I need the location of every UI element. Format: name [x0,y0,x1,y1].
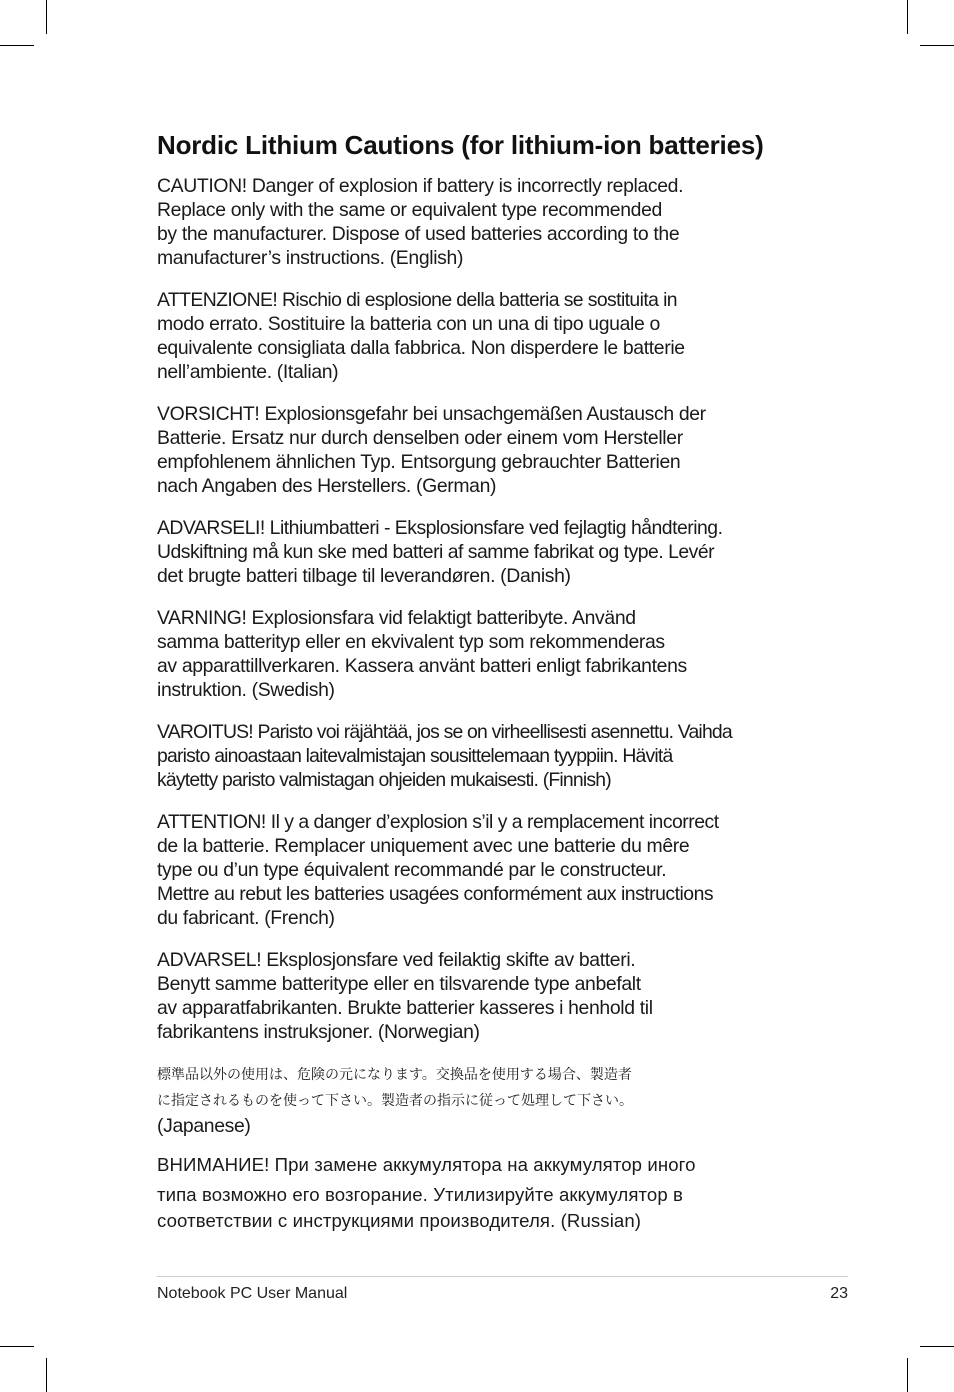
text-line: ADVARSEL! Eksplosjonsfare ved feilaktig skifte av batteri. [157,949,636,971]
caution-english [157,174,817,270]
text-line: Benytt samme batteritype eller en tilsvarende type anbefalt [157,973,641,995]
text-line: empfohlenem ähnlichen Typ. Entsorgung gebrauchter Batterien [157,451,681,473]
text-line: CAUTION! Danger of explosion if battery is incorrectly replaced. [157,175,684,197]
crop-mark [46,1358,47,1392]
text-line: соответствии с инструкциями производителя. (Russian) [157,1210,642,1231]
crop-mark [920,45,954,46]
text-line: nach Angaben des Herstellers. (German) [157,475,497,497]
page-content [157,128,817,1250]
text-line: ATTENZIONE! Rischio di esplosione della batteria se sostituita in [157,289,677,311]
language-label: (Japanese) [157,1115,251,1137]
caution-italian [157,288,817,384]
text-line: Replace only with the same or equivalent type recommended [157,199,662,221]
crop-mark [0,1346,34,1347]
text-line: käytetty paristo valmistagan ohjeiden mukaisesti. (Finnish) [157,769,611,791]
text-line: Udskiftning må kun ske med batteri af samme fabrikat og type. Levér [157,541,715,563]
page-number: 23 [830,1285,848,1302]
text-line: equivalente consigliata dalla fabbrica. Non disperdere le batterie [157,337,685,359]
crop-mark [907,1358,908,1392]
text-line: instruktion. (Swedish) [157,679,335,701]
crop-mark [0,45,34,46]
text-line: fabrikantens instruksjoner. (Norwegian) [157,1021,480,1043]
caution-finnish [157,720,817,792]
text-line: VORSICHT! Explosionsgefahr bei unsachgemäßen Austausch der [157,403,706,425]
caution-french [157,810,817,930]
crop-mark [920,1346,954,1347]
caution-german [157,402,817,498]
crop-mark [907,0,908,34]
text-line: du fabricant. (French) [157,907,335,929]
text-line: ATTENTION! Il y a danger d’explosion s’il y a remplacement incorrect [157,811,719,833]
text-line: type ou d’un type équivalent recommandé par le constructeur. [157,859,667,881]
text-line: manufacturer’s instructions. (English) [157,247,464,269]
page-title: Nordic Lithium Cautions (for lithium-ion batteries) [157,130,764,160]
footer-manual-title: Notebook PC User Manual [157,1285,348,1302]
text-line: 標準品以外の使用は、危険の元になります。交換品を使用する場合、製造者 [157,1067,632,1083]
caution-russian [157,1150,817,1232]
caution-japanese [157,1062,817,1138]
text-line: paristo ainoastaan laitevalmistajan sousittelemaan tyyppiin. Hävitä [157,745,673,767]
text-line: VAROITUS! Paristo voi räjähtää, jos se on virheellisesti asennettu. Vaihda [157,721,732,743]
text-line: ADVARSELI! Lithiumbatteri - Eksplosionsfare ved fejlagtig håndtering. [157,517,723,539]
caution-norwegian [157,948,817,1044]
text-line: samma batterityp eller en ekvivalent typ som rekommenderas [157,631,665,653]
text-line: de la batterie. Remplacer uniquement avec une batterie du mêre [157,835,690,857]
text-line: VARNING! Explosionsfara vid felaktigt batteribyte. Använd [157,607,636,629]
text-line: by the manufacturer. Dispose of used batteries according to the [157,223,680,245]
text-line: Mettre au rebut les batteries usagées conformément aux instructions [157,883,714,905]
text-line: av apparatfabrikanten. Brukte batterier kasseres i henhold til [157,997,653,1019]
text-line: nell’ambiente. (Italian) [157,361,339,383]
text-line: det brugte batteri tilbage til leverandøren. (Danish) [157,565,571,587]
caution-swedish [157,606,817,702]
crop-mark [46,0,47,34]
text-line: типа возможно его возгорание. Утилизируйте аккумулятор в [157,1184,684,1205]
caution-danish [157,516,817,588]
text-line: ВНИМАНИЕ! При замене аккумулятора на аккумулятор иного [157,1154,696,1175]
footer-divider [157,1276,848,1277]
text-line: av apparattillverkaren. Kassera använt batteri enligt fabrikantens [157,655,687,677]
text-line: に指定されるものを使って下さい。製造者の指示に従って処理して下さい。 [157,1093,633,1109]
text-line: Batterie. Ersatz nur durch denselben oder einem vom Hersteller [157,427,683,449]
text-line: modo errato. Sostituire la batteria con un una di tipo uguale o [157,313,660,335]
